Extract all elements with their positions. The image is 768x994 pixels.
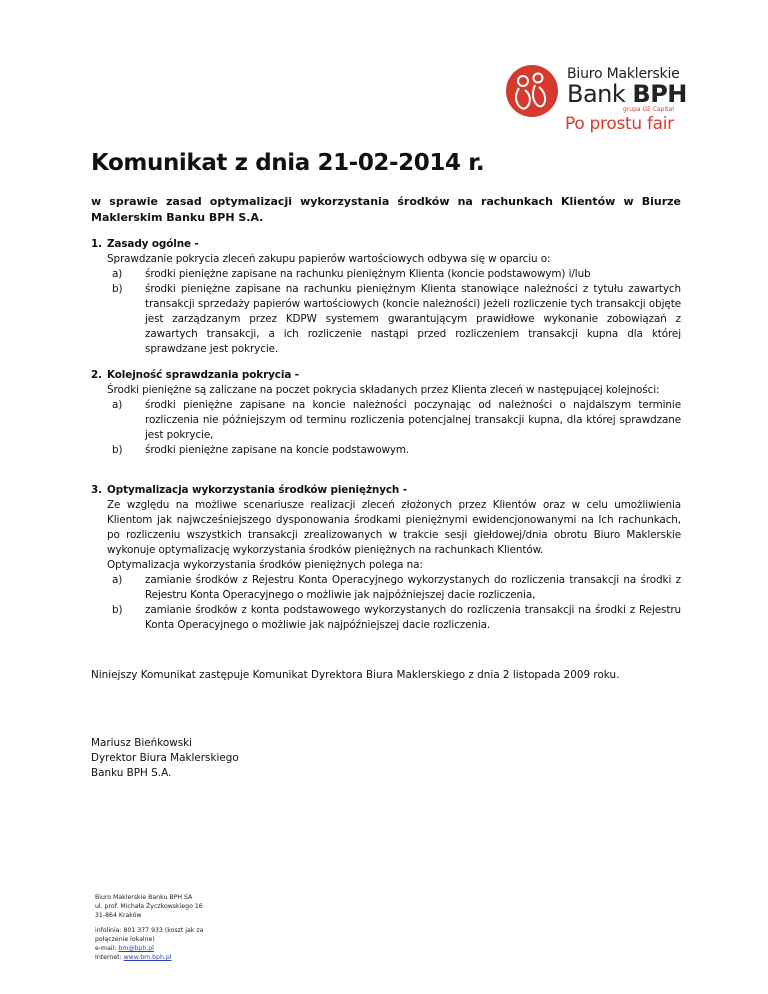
section-1 <box>91 237 681 357</box>
footer-contact <box>95 893 203 962</box>
closing-statement: Niniejszy Komunikat zastępuje Komunikat Dyrektora Biura Maklerskiego z dnia 2 listopada 2009 roku. <box>91 669 620 681</box>
list-item: b) zamianie środków z konta podstawowego wykorzystanych do rozliczenia transakcji na środki z Rejestru Konta Operacyjnego o możliwie jak najpóźniejszej dacie rozliczenia. <box>112 604 681 631</box>
footer-hotline-note: połączenie lokalne) <box>95 936 155 943</box>
section-3 <box>91 483 681 633</box>
footer-company: Biuro Maklerskie Banku BPH SA <box>95 894 193 901</box>
website-link[interactable]: www.bm.bph.pl <box>123 954 172 961</box>
list-item: a) środki pieniężne zapisane na koncie należności poczynając od należności o najdalszym terminie rozliczenia nie późniejszym od terminu rozliczenia potencjalnej transakcji kupna, dla której sprawdzane jest pokrycie, <box>112 399 681 441</box>
section-heading: Optymalizacja wykorzystania środków pieniężnych - <box>107 484 407 496</box>
section-number: 2. <box>91 369 102 381</box>
logo-line-2: Bank BPH <box>567 80 687 108</box>
signatory-org: Banku BPH S.A. <box>91 767 172 779</box>
section-2 <box>91 368 681 458</box>
list-item: a) zamianie środków z Rejestru Konta Operacyjnego wykorzystanych do rozliczenia transakcji na środki z Rejestru Konta Operacyjnego o możliwie jak najpóźniejszej dacie rozliczenia, <box>112 574 681 601</box>
section-heading: Zasady ogólne - <box>107 238 199 250</box>
footer-email-row: e-mail: bm@bph.pl <box>95 945 154 952</box>
bph-logo-icon <box>505 64 559 118</box>
list-item: b) środki pieniężne zapisane na koncie podstawowym. <box>112 444 410 456</box>
logo-line-1: Biuro Maklerskie <box>567 66 680 82</box>
logo-tag: grupa GE Capital <box>623 106 674 113</box>
document-subtitle: w sprawie zasad optymalizacji wykorzystania środków na rachunkach Klientów w Biurze Maklerskim Banku BPH S.A. <box>91 195 681 224</box>
list-item: a) środki pieniężne zapisane na rachunku pieniężnym Klienta (koncie podstawowym) i/lub <box>112 268 591 280</box>
document-title: Komunikat z dnia 21-02-2014 r. <box>91 150 485 176</box>
section-number: 3. <box>91 484 102 496</box>
section-intro: Ze względu na możliwe scenariusze realizacji zleceń złożonych przez Klientów oraz w celu umożliwienia Klientom jak najwcześniejszego dysponowania środkami pieniężnymi ewidencjonowanymi na Ich rachunkach, po rozliczeniu wszystkich transakcji zrealizowanych w trakcie sesji giełdowej/dnia obrotu Biuro Maklerskie wykonuje optymalizację wykorzystania środków pieniężnych na rachunkach Klientów. <box>107 499 681 556</box>
email-link[interactable]: bm@bph.pl <box>118 945 154 952</box>
section-intro: Sprawdzanie pokrycia zleceń zakupu papierów wartościowych odbywa się w oparciu o: <box>107 253 551 265</box>
section-number: 1. <box>91 238 102 250</box>
signatory-name: Mariusz Bieńkowski <box>91 737 193 749</box>
bank-logo <box>505 62 685 137</box>
section-intro: Środki pieniężne są zaliczane na poczet pokrycia składanych przez Klienta zleceń w następującej kolejności: <box>107 384 660 396</box>
footer-street: ul. prof. Michała Życzkowskiego 16 <box>95 903 203 910</box>
section-heading: Kolejność sprawdzania pokrycia - <box>107 369 299 381</box>
footer-hotline: infolinia: 801 377 933 (koszt jak za <box>95 927 204 934</box>
footer-city: 31-864 Kraków <box>95 912 142 919</box>
signature-block <box>91 736 239 781</box>
list-item: b) środki pieniężne zapisane na rachunku pieniężnym Klienta stanowiące należności z tytułu zawartych transakcji sprzedaży papierów wartościowych (koncie należności) jeżeli rozliczenie tych transakcji objęte jest zarządzanym przez KDPW systemem gwarantującym prawidłowe wykonanie zobowiązań z zawartych transakcji, a ich rozliczenie nastąpi przed rozliczeniem transakcji kupna dla której sprawdzane jest pokrycie. <box>112 283 681 355</box>
footer-web-row: Internet: www.bm.bph.pl <box>95 954 172 961</box>
section-intro-2: Optymalizacja wykorzystania środków pieniężnych polega na: <box>107 559 423 571</box>
logo-slogan: Po prostu fair <box>565 114 674 134</box>
signatory-role: Dyrektor Biura Maklerskiego <box>91 752 239 764</box>
